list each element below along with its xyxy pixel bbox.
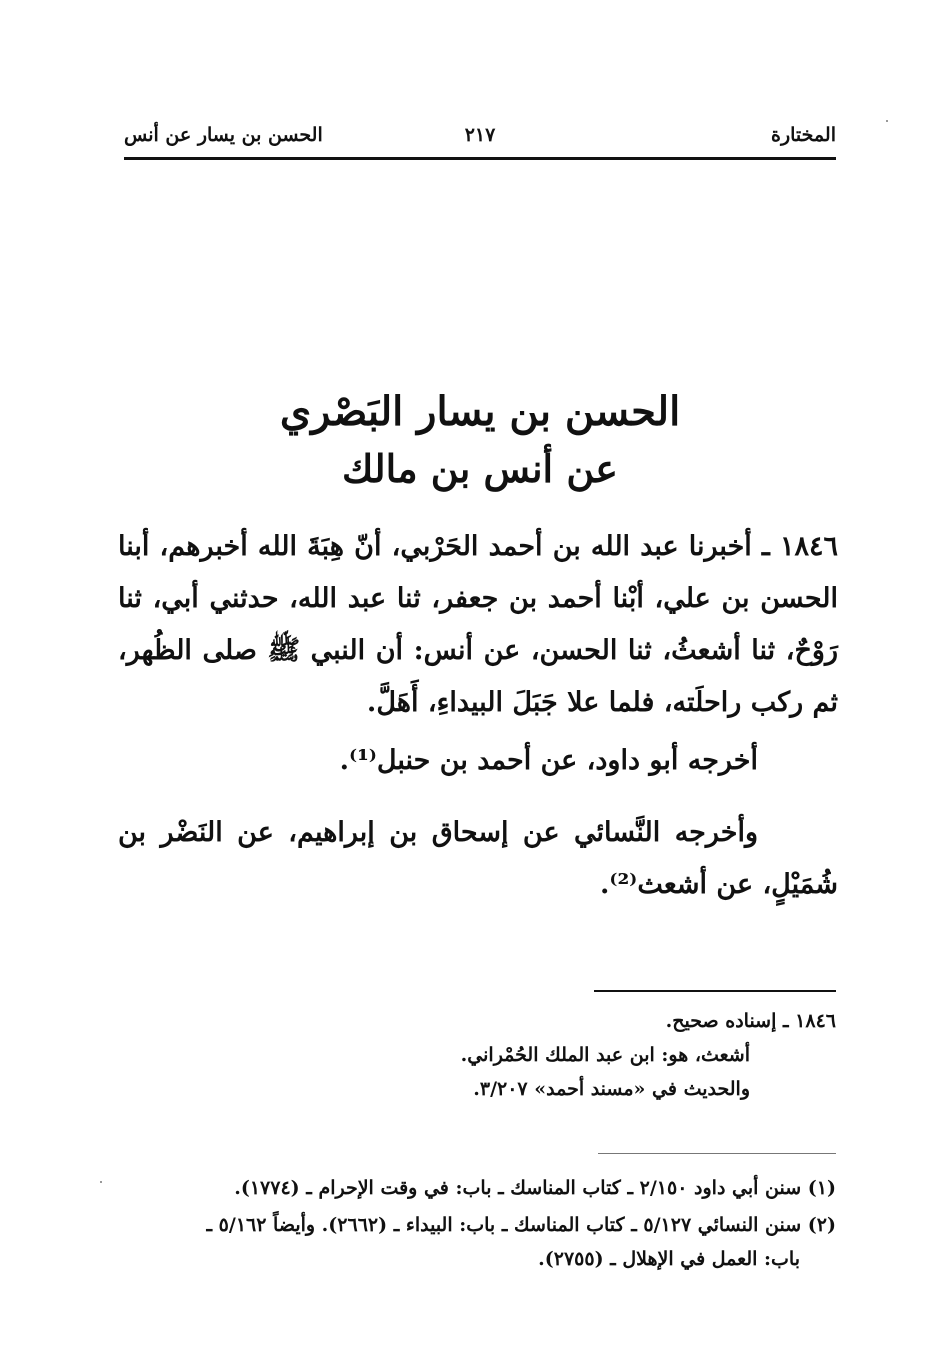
note-line-1: ١٨٤٦ ـ إسناده صحيح. [665,1010,836,1032]
note-line-3: والحديث في «مسند أحمد» ٣/٢٠٧. [473,1078,750,1100]
note-line-2: أشعث، هو: ابن عبد الملك الحُمْراني. [460,1044,750,1066]
running-header [124,124,836,158]
page-number: ٢١٧ [464,124,496,146]
notes-separator [594,990,836,992]
footnote-1: (١) سنن أبي داود ٢/١٥٠ ـ كتاب المناسك ـ باب: في وقت الإحرام ـ (١٧٧٤). [234,1177,836,1199]
takhrij-paragraph-1: أخرجه أبو داود، عن أحمد بن حنبل⁽¹⁾. [339,745,758,776]
footnote-2: (٢) سنن النسائي ٥/١٢٧ ـ كتاب المناسك ـ باب: البيداء ـ (٢٦٦٢). وأيضاً ٥/١٦٢ ـ [206,1214,836,1236]
hadith-text: ١٨٤٦ ـ أخبرنا عبد الله بن أحمد الحَرْبي، أنّ هِبَةَ الله أخبرهم، أبنا الحسن بن علي، أبْنا أحمد بن جعفر، ثنا عبد الله، حدثني أبي، ثنا رَوْحٌ، ثنا أشعثُ، ثنا الحسن، عن أنس: أن النبي ﷺ صلى الظُهر، ثم ركب راحلَته، فلما علا جَبَلَ البيداءِ، أَهَلَّ. [118,531,838,718]
scan-speck [886,120,888,122]
takhrij-paragraph-2: وأخرجه النَّسائي عن إسحاق بن إبراهيم، عن النَضْر بن شُمَيْلٍ، عن أشعث⁽²⁾. [118,817,838,900]
chapter-title-line-2: عن أنس بن مالك [342,446,618,491]
book-title: المختارة [771,124,836,146]
footnote-separator [598,1153,836,1154]
scan-speck [100,1181,102,1183]
header-rule [124,157,836,160]
footnote-2-continuation: باب: العمل في الإهلال ـ (٢٧٥٥). [538,1248,800,1270]
section-title: الحسن بن يسار عن أنس [124,124,323,146]
chapter-title-line-1: الحسن بن يسار البَصْري [279,388,681,435]
